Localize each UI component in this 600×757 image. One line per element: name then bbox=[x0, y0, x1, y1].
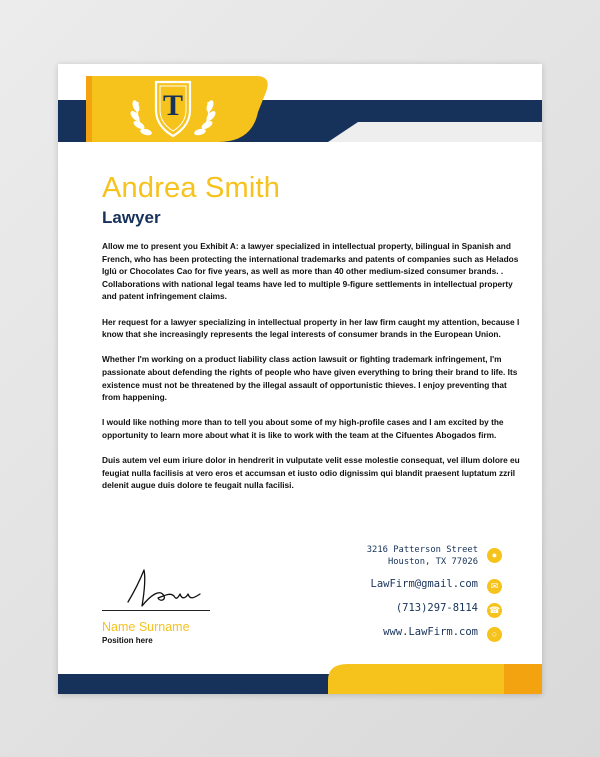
person-role: Lawyer bbox=[102, 208, 161, 227]
footer-banner bbox=[58, 660, 542, 694]
contact-website bbox=[262, 624, 502, 648]
letter-paragraph: Duis autem vel eum iriure dolor in hendrerit in vulputate velit esse molestie consequat, vel illum dolore eu feugiat nulla facilisis at vero eros et accumsan et iusto odio dignissim qui blandit praesent luptatum zzril delenit augue duis dolore te feugait nulla facilisi. bbox=[102, 455, 520, 491]
phone-icon: ☎ bbox=[487, 603, 502, 618]
letterhead-sheet bbox=[58, 64, 542, 694]
phone-link[interactable]: (713)297-8114 bbox=[395, 602, 478, 614]
handwritten-signature bbox=[120, 566, 210, 610]
contact-address bbox=[262, 546, 502, 576]
signature-line bbox=[102, 610, 210, 611]
globe-icon: ○ bbox=[487, 627, 502, 642]
location-icon: ● bbox=[487, 548, 502, 563]
contact-email bbox=[262, 576, 502, 600]
signature-name: Name Surname bbox=[102, 620, 190, 634]
address-line1: 3216 Patterson Street bbox=[366, 545, 478, 555]
email-link[interactable]: LawFirm@gmail.com bbox=[370, 578, 478, 590]
letter-paragraph: Her request for a lawyer specializing in intellectual property in her law firm caught my attention, because I know that she increasingly represents the legal interests of consumer brands in the European Union. bbox=[102, 316, 520, 340]
letter-paragraph: I would like nothing more than to tell you about some of my high-profile cases and I am excited by the opportunity to learn more about what it is like to work with the team at the Cifuentes Abogados firm. bbox=[102, 417, 504, 440]
website-link[interactable]: www.LawFirm.com bbox=[383, 626, 478, 638]
contact-phone bbox=[262, 600, 502, 624]
logo-initial: T bbox=[162, 89, 183, 122]
signature-position: Position here bbox=[102, 636, 153, 645]
letter-body bbox=[102, 240, 520, 504]
person-name: Andrea Smith bbox=[102, 172, 281, 204]
address-line2: Houston, TX 77026 bbox=[387, 557, 478, 567]
contact-block bbox=[262, 546, 502, 648]
law-firm-logo bbox=[118, 76, 228, 154]
mail-icon: ✉ bbox=[487, 579, 502, 594]
letter-paragraph: Whether I'm working on a product liability class action lawsuit or fighting trademark infringement, I'm passionate about defending the rights of people who have given everything to bring their brand to life. Its existence must not be threatened by the illegal assault of opportunistic thieves. I enjoy preventing that from happening. bbox=[102, 354, 518, 403]
logo-text: LAW FIRM bbox=[139, 140, 207, 154]
letter-paragraph: Allow me to present you Exhibit A: a lawyer specialized in intellectual property, bilingual in Spanish and French, who has been protecting the international trademarks and patents of companies such as Helados Iglú or Chocolates Cao for five years, as well as more than 40 other medium-sized consumer brands. . Collaborations with national legal teams have led to multiple 9-figure settlements in intellectual property and patent infringement claims. bbox=[102, 241, 519, 302]
